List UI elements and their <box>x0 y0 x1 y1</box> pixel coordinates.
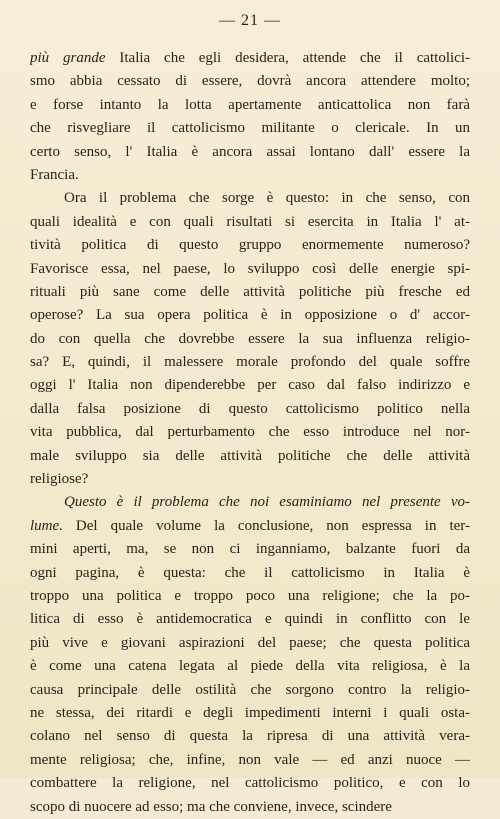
text-line <box>30 211 470 234</box>
text-run: colano nel senso di questa la ripresa di una attività vera- <box>30 728 470 745</box>
text-line <box>30 421 470 444</box>
paragraph <box>30 491 470 818</box>
text-line <box>30 374 470 397</box>
text-line <box>30 351 470 374</box>
text-line <box>30 281 470 304</box>
text-line <box>30 187 470 210</box>
italic-text: più grande <box>30 50 106 66</box>
text-run: male sviluppo sia delle attività politiche che delle attività <box>30 447 470 464</box>
body-text <box>30 47 470 819</box>
text-run: smo abbia cessato di essere, dovrà ancora attendere molto; <box>30 73 470 90</box>
text-line <box>30 749 470 772</box>
text-run: più vive e giovani aspirazioni del paese; che questa politica <box>30 634 470 651</box>
text-line <box>30 398 470 421</box>
text-run: mente religiosa; che, infine, non vale — ed anzi nuoce — <box>30 751 470 768</box>
text-line <box>30 585 470 608</box>
italic-text: Questo è il problema che noi esaminiamo nel presente vo- <box>64 494 470 511</box>
text-run: do con quella che dovrebbe essere la sua influenza religio- <box>30 330 470 347</box>
paragraph <box>30 187 470 491</box>
text-run: mini aperti, ma, se non ci inganniamo, balzante fuori da <box>30 541 470 558</box>
text-line <box>30 562 470 585</box>
text-line <box>30 141 470 164</box>
text-run: ogni pagina, è questa: che il cattolicismo in Italia è <box>30 564 470 581</box>
text-line <box>30 538 470 561</box>
text-line <box>30 702 470 725</box>
text-run: oggi l' Italia non dipenderebbe per caso dal falso indirizzo e <box>30 377 470 394</box>
text-line <box>30 772 470 795</box>
text-line <box>30 655 470 678</box>
text-line <box>30 468 470 491</box>
text-run: certo senso, l' Italia è ancora assai lontano dall' essere la <box>30 143 470 160</box>
text-line <box>30 328 470 351</box>
text-line <box>30 234 470 257</box>
text-line <box>30 94 470 117</box>
text-line <box>30 70 470 93</box>
text-run: rituali più sane come delle attività politiche più fresche ed <box>30 283 470 300</box>
text-run: dalla falsa posizione di questo cattolicismo politico nella <box>30 400 470 417</box>
text-line <box>30 117 470 140</box>
text-line <box>30 796 470 819</box>
text-run: è come una catena legata al piede della vita religiosa, è la <box>30 658 470 675</box>
text-run: operose? La sua opera politica è in opposizione o d' accor- <box>30 307 470 324</box>
text-line <box>30 608 470 631</box>
text-run: Francia. <box>30 166 79 183</box>
text-run: e forse intanto la lotta apertamente anticattolica non farà <box>30 96 470 113</box>
paragraph <box>30 47 470 187</box>
text-run: Ora il problema che sorge è questo: in che senso, con <box>64 190 470 207</box>
text-line <box>30 725 470 748</box>
text-run: Italia che egli desidera, attende che il cattolici- <box>105 50 470 66</box>
text-run: causa principale delle ostilità che sorgono contro la religio- <box>30 681 470 698</box>
text-run: sa? E, quindi, il malessere morale profondo del quale soffre <box>30 354 470 371</box>
italic-text: lume. <box>30 517 63 534</box>
text-run: ne stessa, dei ritardi e degli impedimenti interni i quali osta- <box>30 704 470 721</box>
page-number: — 21 — <box>219 12 281 29</box>
text-run: religiose? <box>30 471 89 488</box>
text-run: tività politica di questo gruppo enormemente numeroso? <box>30 237 470 254</box>
text-run: vita pubblica, dal perturbamento che esso introduce nel nor- <box>30 424 470 441</box>
text-line <box>30 515 470 538</box>
text-line <box>30 304 470 327</box>
text-line <box>30 491 470 514</box>
text-run: troppo una politica e troppo poco una religione; che la po- <box>30 587 470 604</box>
text-run: scopo di nuocere ad esso; ma che conviene, invece, scindere <box>30 798 392 815</box>
text-line <box>30 632 470 655</box>
text-line <box>30 164 470 187</box>
text-run: Del quale volume la conclusione, non espressa in ter- <box>62 517 470 534</box>
text-line <box>30 445 470 468</box>
text-run: combattere la religione, nel cattolicismo politico, e con lo <box>30 775 470 792</box>
text-run: Favorisce essa, nel paese, lo sviluppo così delle energie spi- <box>30 260 470 277</box>
text-run: che risvegliare il cattolicismo militante o clericale. In un <box>30 120 470 137</box>
text-line <box>30 258 470 281</box>
text-line <box>30 47 470 70</box>
text-run: quali idealità e con quali risultati si esercita in Italia l' at- <box>30 213 470 230</box>
text-run: litica di esso è antidemocratica e quindi in conflitto con le <box>30 611 470 628</box>
text-line <box>30 679 470 702</box>
